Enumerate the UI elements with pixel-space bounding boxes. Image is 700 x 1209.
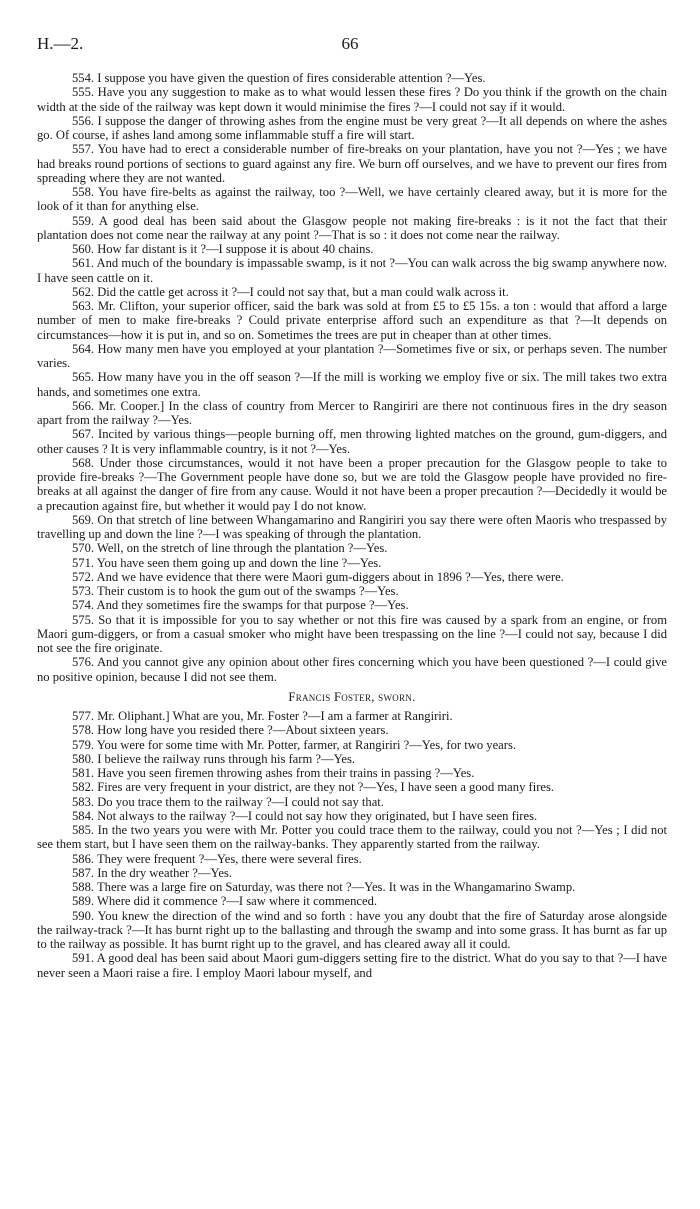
question-answer-paragraph: 556. I suppose the danger of throwing ashes from the engine must be very great ?—It all depends on where the ashes go. Of course, if ashes land among some inflammable stuff a fire will start. (37, 113, 667, 142)
question-answer-paragraph: 589. Where did it commence ?—I saw where it commenced. (72, 894, 378, 909)
question-answer-paragraph: 574. And they sometimes fire the swamps for that purpose ?—Yes. (72, 598, 409, 613)
question-answer-paragraph: 583. Do you trace them to the railway ?—I could not say that. (72, 794, 384, 809)
question-answer-paragraph: 588. There was a large fire on Saturday, was there not ?—Yes. It was in the Whangamarino Swamp. (72, 880, 576, 894)
question-answer-paragraph: 582. Fires are very frequent in your district, are they not ?—Yes, I have seen a good many fires. (72, 780, 555, 795)
evidence-section-previous-witness (37, 71, 667, 684)
question-answer-paragraph: 554. I suppose you have given the question of fires considerable attention ?—Yes. (72, 71, 486, 85)
question-answer-paragraph: 577. Mr. Oliphant.] What are you, Mr. Foster ?—I am a farmer at Rangiriri. (72, 709, 453, 723)
question-answer-paragraph: 584. Not always to the railway ?—I could not say how they originated, but I have seen fires. (72, 808, 538, 823)
question-answer-paragraph: 590. You knew the direction of the wind and so forth : have you any doubt that the fire of Saturday arose alongside the railway-track ?—It has burnt right up to the ballasting and through the swamp and into some grass. It has burnt as far up to the railway as possible. It has burnt right up to the gravel, and has cleared away all it could. (37, 908, 667, 951)
question-answer-paragraph: 591. A good deal has been said about Maori gum-diggers setting fire to the district. What do you say to that ?—I have never seen a Maori raise a fire. I employ Maori labour myself, and (37, 951, 667, 980)
parliamentary-paper-reference: H.—2. (37, 34, 84, 53)
question-answer-paragraph: 573. Their custom is to hook the gum out of the swamps ?—Yes. (72, 584, 399, 598)
question-answer-paragraph: 579. You were for some time with Mr. Potter, farmer, at Rangiriri ?—Yes, for two years. (72, 737, 517, 752)
evidence-section-francis-foster (37, 709, 667, 980)
witness-heading: Francis Foster, sworn. (288, 689, 416, 704)
question-answer-paragraph: 563. Mr. Clifton, your superior officer, said the bark was sold at from £5 to £5 15s. a ton : would that afford a large number of men to make fire-breaks ? Could private enterprise afford such an expenditure as that ?—It depends on circumstances—how it is put in, and so on. Sometimes the trees are put in cheaper than at other times. (37, 299, 667, 342)
question-answer-paragraph: 557. You have had to erect a considerable number of fire-breaks on your plantation, have you not ?—Yes ; we have had breaks round portions of sections to guard against any fire. We burn off ourselves, and we have to prevent our fires from spreading where they are not wanted. (37, 142, 667, 185)
question-answer-paragraph: 580. I believe the railway runs through his farm ?—Yes. (72, 751, 356, 766)
question-answer-paragraph: 578. How long have you resided there ?—About sixteen years. (72, 723, 389, 738)
question-answer-paragraph: 566. Mr. Cooper.] In the class of country from Mercer to Rangiriri are there not continuous fires in the dry season apart from the railway ?—Yes. (37, 398, 667, 427)
question-answer-paragraph: 564. How many men have you employed at your plantation ?—Sometimes five or six, or perhaps seven. The number varies. (37, 341, 667, 370)
question-answer-paragraph: 585. In the two years you were with Mr. Potter you could trace them to the railway, could you not ?—Yes ; I did not see them start, but I have seen them on the railway-banks. They apparently started from the railway. (37, 823, 667, 852)
evidence-body (37, 71, 667, 980)
question-answer-paragraph: 575. So that it is impossible for you to say whether or not this fire was caused by a spark from an engine, or from Maori gum-diggers, or from a casual smoker who might have been trespassing on the line ?—I could not say, because I did not see the fire originate. (37, 612, 667, 655)
page-number: 66 (341, 34, 359, 53)
question-answer-paragraph: 567. Incited by various things—people burning off, men throwing lighted matches on the ground, gum-diggers, and other causes ? It is very inflammable country, is it not ?—Yes. (37, 427, 667, 456)
question-answer-paragraph: 570. Well, on the stretch of line through the plantation ?—Yes. (72, 541, 388, 556)
question-answer-paragraph: 558. You have fire-belts as against the railway, too ?—Well, we have certainly cleared away, but it is more for the look of it than for anything else. (37, 185, 667, 214)
question-answer-paragraph: 576. And you cannot give any opinion about other fires concerning which you have been questioned ?—I could give no positive opinion, because I did not see them. (37, 655, 667, 684)
question-answer-paragraph: 571. You have seen them going up and down the line ?—Yes. (72, 555, 382, 570)
question-answer-paragraph: 587. In the dry weather ?—Yes. (72, 865, 232, 880)
question-answer-paragraph: 565. How many have you in the off season ?—If the mill is working we employ five or six. The mill takes two extra hands, and sometimes one extra. (37, 370, 667, 399)
question-answer-paragraph: 562. Did the cattle get across it ?—I could not say that, but a man could walk across it. (72, 284, 509, 299)
question-answer-paragraph: 560. How far distant is it ?—I suppose it is about 40 chains. (72, 242, 374, 256)
question-answer-paragraph: 559. A good deal has been said about the Glasgow people not making fire-breaks : is it not the fact that their plantation does not come near the railway at any point ?—That is so : it does not come near the railway. (37, 213, 667, 242)
question-answer-paragraph: 572. And we have evidence that there were Maori gum-diggers about in 1896 ?—Yes, there were. (72, 569, 564, 584)
page-header (37, 34, 663, 54)
question-answer-paragraph: 581. Have you seen firemen throwing ashes from their trains in passing ?—Yes. (72, 766, 475, 780)
question-answer-paragraph: 555. Have you any suggestion to make as to what would lessen these fires ? Do you think if the growth on the chain width at the side of the railway was kept down it would minimise the fires ?—I could not say if it would. (37, 85, 667, 114)
question-answer-paragraph: 568. Under those circumstances, would it not have been a proper precaution for the Glasgow people to take to provide fire-breaks ?—The Government people have done so, but we are told the Glasgow people have provided no fire-breaks at all against the danger of fire from any cause. Would it not have been a proper precaution ?—Decidedly it would be a precaution against fire, but whether it would pay I do not know. (37, 455, 667, 513)
question-answer-paragraph: 586. They were frequent ?—Yes, there were several fires. (72, 851, 362, 866)
question-answer-paragraph: 569. On that stretch of line between Whangamarino and Rangiriri you say there were often Maoris who trespassed by travelling up and down the line ?—I was speaking of through the plantation. (37, 512, 667, 541)
question-answer-paragraph: 561. And much of the boundary is impassable swamp, is it not ?—You can walk across the big swamp anywhere now. I have seen cattle on it. (37, 256, 667, 285)
